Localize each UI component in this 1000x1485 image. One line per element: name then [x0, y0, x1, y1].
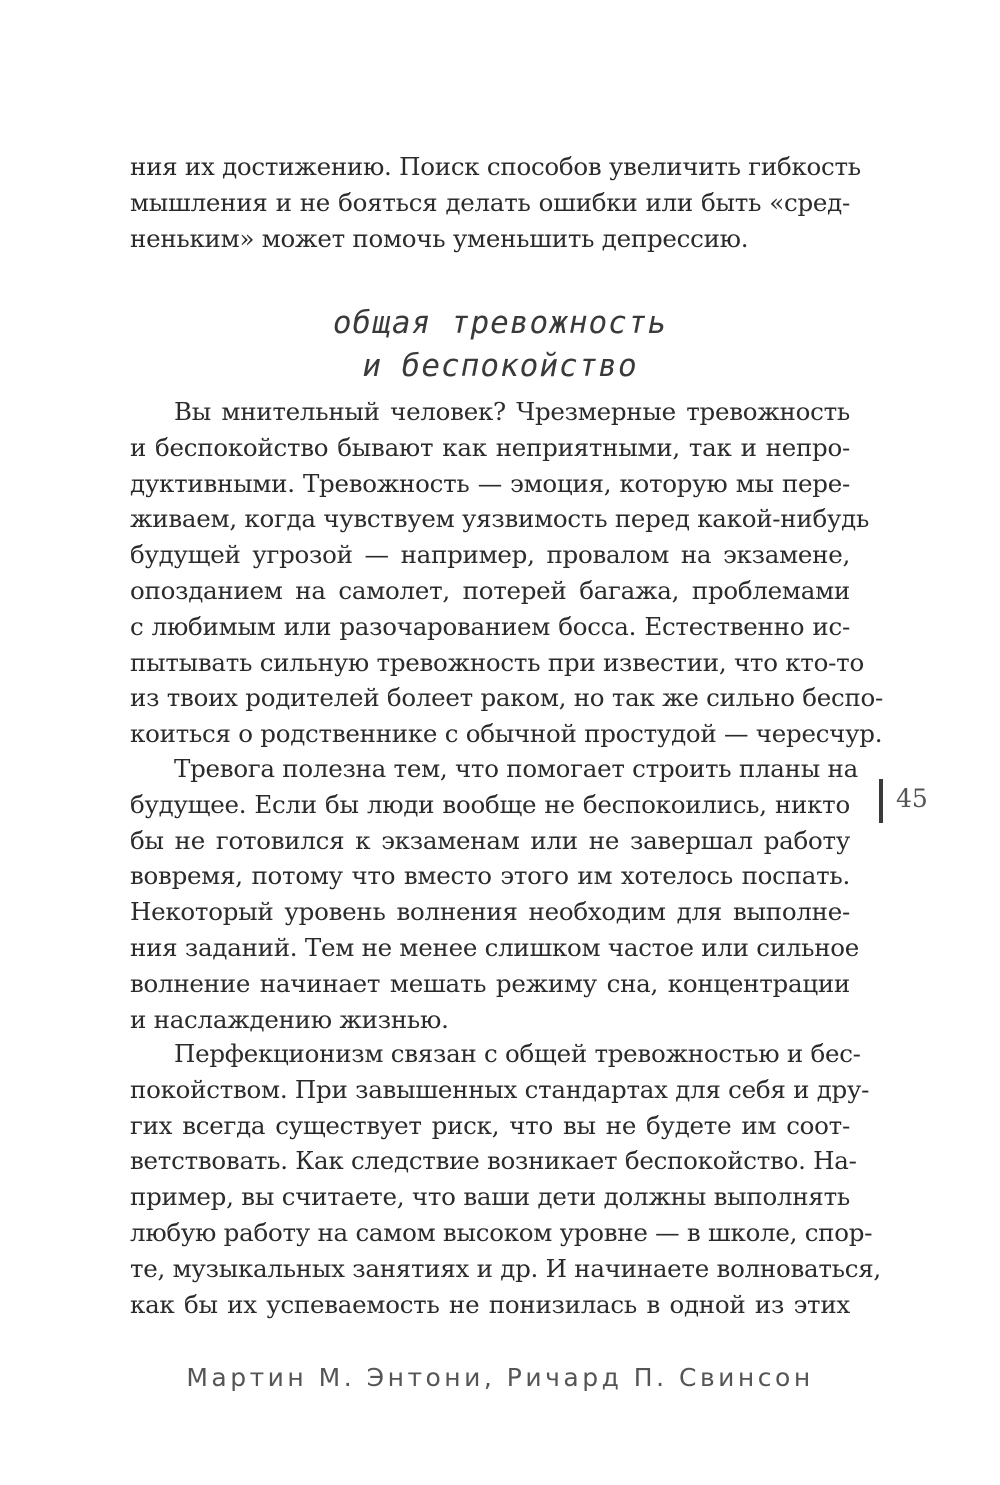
text-line: любую работу на самом высоком уровне — в школе, спор- [130, 1217, 873, 1247]
text-line: Вы мнительный человек? Чрезмерные тревожность [174, 397, 850, 426]
text-line: Тревога полезна тем, что помогает строить планы на [174, 754, 858, 783]
text-line: опозданием на самолет, потерей багажа, проблемами [130, 575, 850, 605]
text-line: волнение начинает мешать режиму сна, концентрации [130, 968, 850, 998]
text-line: ветствовать. Как следствие возникает беспокойство. На- [130, 1146, 857, 1176]
text-line: Некоторый уровень волнения необходим для выполне- [130, 897, 850, 927]
text-line: бы не готовился к экзаменам или не завершал работу [130, 825, 850, 855]
text-line: гих всегда существует риск, что вы не будете им соот- [130, 1110, 850, 1140]
text-line: как бы их успеваемость не понизилась в одной из этих [130, 1289, 850, 1319]
text-line: Перфекционизм связан с общей тревожностью и бес- [174, 1039, 861, 1068]
text-line: и беспокойство бывают как неприятными, так и непро- [130, 432, 850, 462]
text-line: неньким» может помочь уменьшить депрессию. [130, 223, 749, 253]
text-line: коиться о родственнике с обычной простудой — чересчур. [130, 719, 883, 749]
page-number: 45 [896, 784, 928, 813]
paragraph [130, 751, 860, 1037]
text-continuation [130, 149, 861, 256]
paragraph [130, 1036, 881, 1322]
text-line: вовремя, потому что вместо этого им хотелось поспать. [130, 861, 850, 891]
text-line: ния заданий. Тем не менее слишком частое или сильное [130, 932, 860, 962]
text-line: покойством. При завышенных стандартах для себя и дру- [130, 1074, 870, 1104]
page-number-bar [879, 779, 883, 823]
section-heading-line: общая тревожность [332, 305, 668, 341]
text-line: из твоих родителей болеет раком, но так же сильно беспо- [130, 683, 884, 713]
text-line: будущее. Если бы люди вообще не беспокоились, никто [130, 789, 850, 819]
paragraph [130, 394, 884, 752]
text-line: мышления и не бояться делать ошибки или быть «сред- [130, 187, 850, 217]
running-footer-authors: Мартин М. Энтони, Ричард П. Свинсон [186, 1363, 814, 1392]
text-line: ния их достижению. Поиск способов увеличить гибкость [130, 152, 861, 181]
text-line: живаем, когда чувствуем уязвимость перед какой-нибудь [130, 504, 870, 534]
text-line: пытывать сильную тревожность при известии, что кто-то [130, 647, 864, 677]
text-line: и наслаждению жизнью. [130, 1004, 449, 1034]
text-line: пример, вы считаете, что ваши дети должны выполнять [130, 1182, 850, 1212]
text-line: с любимым или разочарованием босса. Естественно ис- [130, 611, 850, 641]
text-line: дуктивными. Тревожность — эмоция, которую мы пере- [130, 468, 850, 498]
text-line: те, музыкальных занятиях и др. И начинаете волноваться, [130, 1253, 881, 1283]
text-line: будущей угрозой — например, провалом на экзамене, [130, 540, 850, 570]
section-heading-line: и беспокойство [362, 348, 638, 384]
section-heading [250, 302, 750, 388]
